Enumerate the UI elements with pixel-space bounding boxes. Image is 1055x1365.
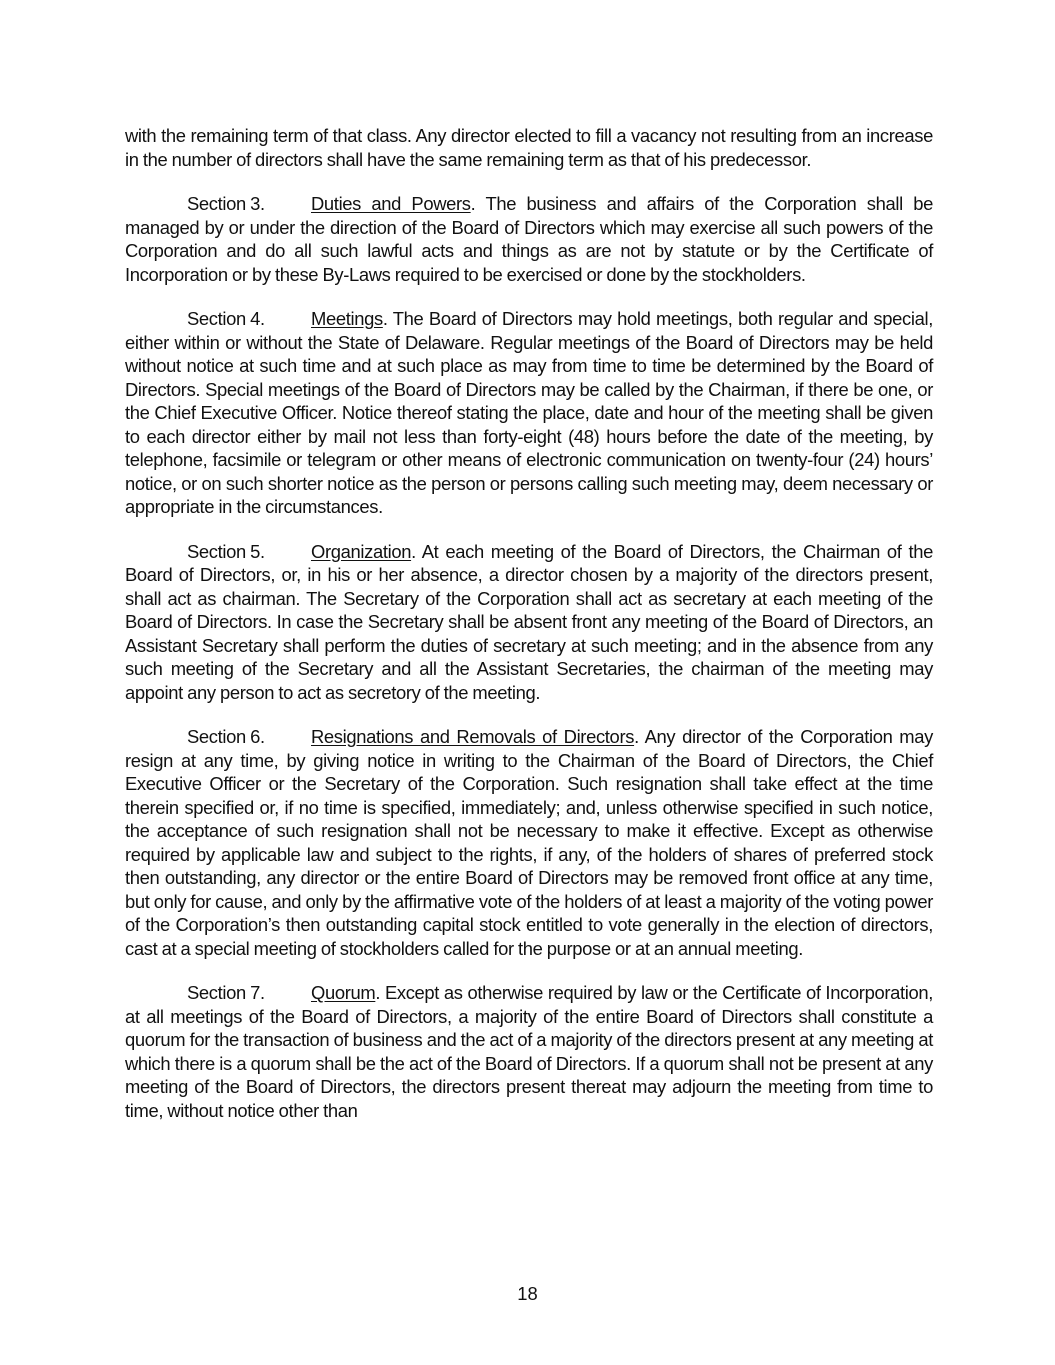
section-5-body: . At each meeting of the Board of Directors, the Chairman of the Board of Directors, or, in his or her absence, a director chosen by a majority of the directors present, shall act as chairman. The Secretary of the Corporation shall act as secretary at each meeting of the Board of Directors. In case the Secretary shall be absent front any meeting of the Board of Directors, an Assistant Secretary shall perform the duties of secretary at such meeting; and in the absence from any such meeting of the Secretary and all the Assistant Secretaries, the chairman of the meeting may appoint any person to act as secretory of the meeting. (125, 540, 933, 703)
section-6-paragraph (125, 725, 933, 960)
section-4-heading: Meetings (311, 308, 383, 329)
section-6-number: Section 6. (187, 726, 265, 747)
section-7-body: . Except as otherwise required by law or the Certificate of Incorporation, at all meetings of the Board of Directors, a majority of the entire Board of Directors shall constitute a quorum for the transaction of business and the act of a majority of the directors present at any meeting at which there is a quorum shall be the act of the Board of Directors. If a quorum shall not be present at any meeting of the Board of Directors, the directors present thereat may adjourn the meeting from time to time, without notice other than (125, 982, 933, 1121)
section-3-body: . The business and affairs of the Corporation shall be managed by or under the direction of the Board of Directors which may exercise all such powers of the Corporation and do all such lawful acts and things as are not by statute or by the Certificate of Incorporation or by these By-Laws required to be exercised or done by the stockholders. (125, 193, 934, 285)
section-4-paragraph (125, 307, 933, 519)
section-3-paragraph (125, 192, 933, 286)
section-5-number: Section 5. (187, 540, 265, 562)
section-6-body: . Any director of the Corporation may resign at any time, by giving notice in writing to the Chairman of the Board of Directors, the Chief Executive Officer or the Secretary of the Corporation. Such resignation shall take effect at the time therein specified or, if no time is specified, immediately; and, unless otherwise specified in such notice, the acceptance of such resignation shall not be necessary to make it effective. Except as otherwise required by applicable law and subject to the rights, if any, of the holders of shares of preferred stock then outstanding, any director or the entire Board of Directors may be removed front office at any time, but only for cause, and only by the affirmative vote of the holders of at least a majority of the voting power of the Corporation’s then outstanding capital stock entitled to vote generally in the election of directors, cast at a special meeting of stockholders called for the purpose or at an annual meeting. (125, 726, 933, 959)
section-4-number: Section 4. (187, 308, 265, 329)
section-7-heading: Quorum (311, 982, 376, 1003)
section-3-heading: Duties and Powers (311, 193, 471, 214)
section-6-heading: Resignations and Removals of Directors (311, 726, 635, 747)
section-4-body: . The Board of Directors may hold meetings, both regular and special, either within or without the State of Delaware. Regular meetings of the Board of Directors may be held without notice at such time and at such place as may from time to time be determined by the Board of Directors. Special meetings of the Board of Directors may be called by the Chairman, if there be one, or the Chief Executive Officer. Notice thereof stating the place, date and hour of the meeting shall be given to each director either by mail not less than forty-eight (48) hours before the date of the meeting, by telephone, facsimile or telegram or other means of electronic communication on twenty-four (24) hours’ notice, or on such shorter notice as the person or persons calling such meeting may, deem necessary or appropriate in the circumstances. (125, 308, 933, 517)
section-5-heading: Organization (311, 540, 412, 562)
continuation-paragraph: with the remaining term of that class. Any director elected to fill a vacancy not resulting from an increase in the number of directors shall have the same remaining term as that of his predecessor. (125, 125, 933, 170)
section-5-paragraph (125, 540, 933, 705)
section-7-number: Section 7. (187, 982, 265, 1003)
document-page (125, 124, 933, 1143)
section-7-paragraph (125, 981, 933, 1122)
page-number: 18 (517, 1283, 538, 1304)
section-3-number: Section 3. (187, 193, 265, 214)
